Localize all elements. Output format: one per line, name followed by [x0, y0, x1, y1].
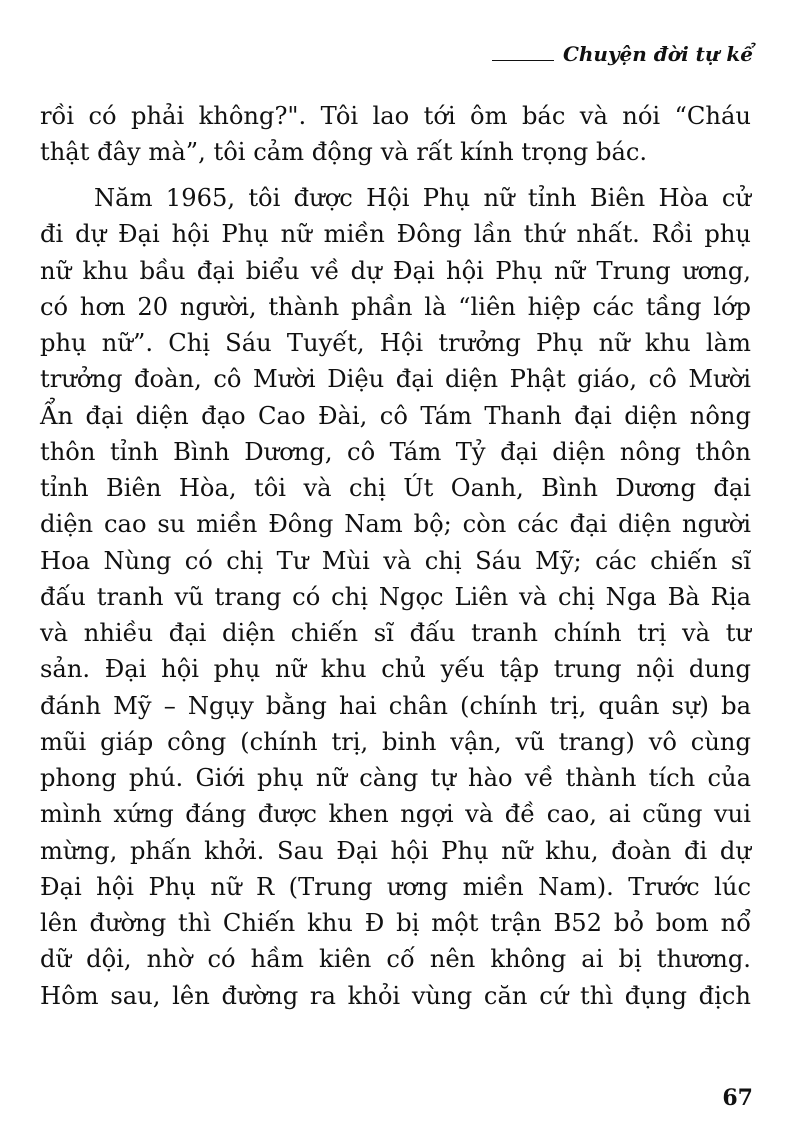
text-line: lên đường thì Chiến khu Đ bị một trận B52 bỏ bom nổ	[40, 909, 751, 937]
text-line: và nhiều đại diện chiến sĩ đấu tranh chính trị và tư	[40, 619, 751, 647]
text-line: trưởng đoàn, cô Mười Diệu đại diện Phật giáo, cô Mười	[40, 365, 751, 394]
text-line: thật đây mà”, tôi cảm động và rất kính trọng bác.	[40, 138, 648, 167]
paragraph-1	[40, 98, 751, 171]
text-line: sản. Đại hội phụ nữ khu chủ yếu tập trung nội dung	[40, 655, 751, 684]
header-title: Chuyện đời tự kể	[562, 42, 753, 66]
text-line: đấu tranh vũ trang có chị Ngọc Liên và chị Nga Bà Rịa	[40, 582, 751, 611]
text-line: Đại hội Phụ nữ R (Trung ương miền Nam). Trước lúc	[40, 872, 751, 901]
text-line: Hôm sau, lên đường ra khỏi vùng căn cứ thì đụng địch	[40, 981, 751, 1010]
text-line: Năm 1965, tôi được Hội Phụ nữ tỉnh Biên Hòa cử	[94, 184, 751, 212]
text-line: Ẩn đại diện đạo Cao Đài, cô Tám Thanh đại diện nông	[40, 401, 751, 430]
text-line: Hoa Nùng có chị Tư Mùi và chị Sáu Mỹ; các chiến sĩ	[40, 546, 751, 575]
text-line: mình xứng đáng được khen ngợi và đề cao, ai cũng vui	[40, 800, 751, 829]
text-line: có hơn 20 người, thành phần là “liên hiệp các tầng lớp	[40, 292, 751, 321]
text-line: phong phú. Giới phụ nữ càng tự hào về thành tích của	[40, 764, 751, 792]
text-line: nữ khu bầu đại biểu về dự Đại hội Phụ nữ Trung ương,	[40, 256, 751, 285]
text-line: mừng, phấn khởi. Sau Đại hội Phụ nữ khu, đoàn đi dự	[40, 836, 751, 865]
paragraph-2	[40, 180, 751, 1014]
header-rule	[492, 60, 554, 61]
text-line: rồi có phải không?". Tôi lao tới ôm bác và nói “Cháu	[40, 102, 751, 130]
text-line: đánh Mỹ – Ngụy bằng hai chân (chính trị, quân sự) ba	[40, 691, 751, 720]
running-header	[492, 42, 753, 66]
text-line: tỉnh Biên Hòa, tôi và chị Út Oanh, Bình Dương đại	[40, 474, 751, 502]
text-line: phụ nữ”. Chị Sáu Tuyết, Hội trưởng Phụ nữ khu làm	[40, 329, 751, 357]
text-line: mũi giáp công (chính trị, binh vận, vũ trang) vô cùng	[40, 727, 751, 756]
page-number: 67	[722, 1085, 753, 1111]
text-line: diện cao su miền Đông Nam bộ; còn các đại diện người	[40, 510, 751, 539]
text-line: thôn tỉnh Bình Dương, cô Tám Tỷ đại diện nông thôn	[40, 437, 751, 466]
text-line: đi dự Đại hội Phụ nữ miền Đông lần thứ nhất. Rồi phụ	[40, 220, 751, 249]
text-line: dữ dội, nhờ có hầm kiên cố nên không ai bị thương.	[40, 945, 751, 974]
